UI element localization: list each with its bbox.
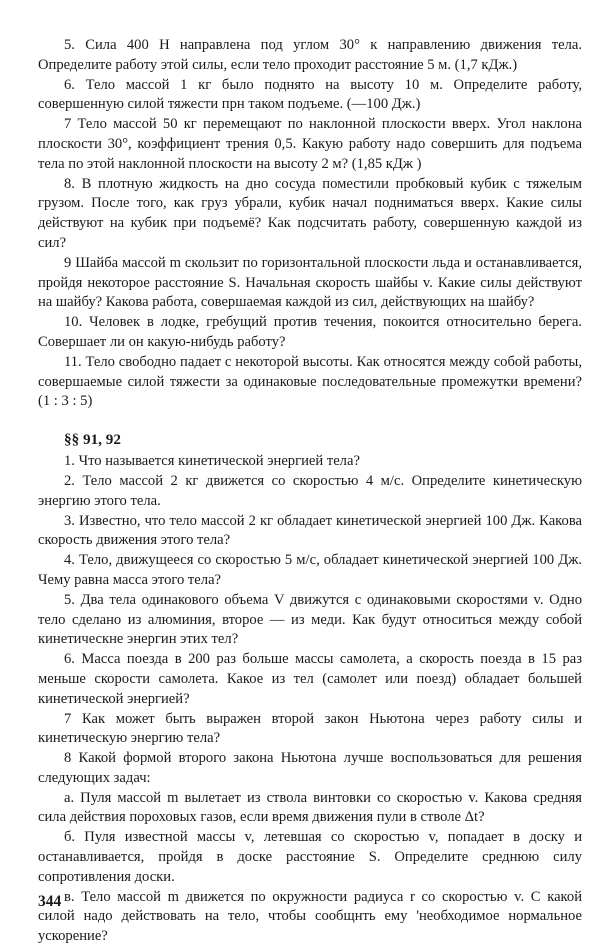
problem-paragraph: 10. Человек в лодке, гребущий против течения, покоится относительно берега. Совершает ли он какую-нибудь работу? xyxy=(38,314,582,350)
question-paragraph: 4. Тело, движущееся со скоростью 5 м/с, обладает кинетической энергией 100 Дж. Чему равна масса этого тела? xyxy=(38,552,582,588)
problems-group-kinetic-energy xyxy=(38,452,582,947)
page-number: 344 xyxy=(38,893,62,910)
question-paragraph: 8 Какой формой второго закона Ньютона лучше воспользоваться для решения следующих задач: xyxy=(38,750,582,786)
question-paragraph: 5. Два тела одинакового объема V движутся с одинаковыми скоростями v. Одно тело сделано из алюминия, второе — из меди. Как будут относиться между собой кинетическне энергин этих тел? xyxy=(38,591,582,648)
problem-paragraph: 9 Шайба массой m скользит по горизонтальной плоскости льда и останавливается, пройдя некоторое расстояние S. Начальная скорость шайбы v. Какие силы действуют на шайбу? Какова работа, совершаемая каждой из сил, действующих на шайбу? xyxy=(38,254,582,311)
problem-paragraph: 11. Тело свободно падает с некоторой высоты. Как относятся между собой работы, совершаемые силой тяжести за одинаковые последовательные промежутки времени? (1 : 3 : 5) xyxy=(38,353,582,410)
question-paragraph: 3. Известно, что тело массой 2 кг обладает кинетической энергией 100 Дж. Какова скорость движения этого тела? xyxy=(38,512,582,549)
subtask-paragraph: б. Пуля известной массы v, летевшая со скоростью v, попадает в доску и останавливается, пройдя в доске расстояние S. Определите среднюю силу сопротивления доски. xyxy=(38,829,582,885)
page-content xyxy=(38,36,582,947)
question-paragraph: 6. Масса поезда в 200 раз больше массы самолета, а скорость поезда в 15 раз меньше скорости самолета. Какое из тел (самолет или поезд) обладает большей кинетической энергией? xyxy=(38,651,582,707)
question-paragraph: 1. Что называется кинетической энергией тела? xyxy=(64,453,360,470)
problem-paragraph: 7 Тело массой 50 кг перемещают по наклонной плоскости вверх. Угол наклона плоскости 30°, коэффициент трения 0,5. Какую работу надо совершить для подъема тела по этой наклонной плоскости на высоту 2 м? (1,85 кДж ) xyxy=(38,116,582,172)
subtask-paragraph: в. Тело массой m движется по окружности радиуса r со скоростью v. С какой силой надо действовать на тело, чтобы сообщнть ему 'необходимое нормальное ускорение? xyxy=(38,888,582,945)
section-heading: §§ 91, 92 xyxy=(64,431,121,449)
question-paragraph: 7 Как может быть выражен второй закон Ньютона через работу силы и кинетическую энергию тела? xyxy=(38,710,582,747)
problem-paragraph: 8. В плотную жидкость на дно сосуда поместили пробковый кубик с тяжелым грузом. После того, как груз убрали, кубик начал подниматься вверх. Какие силы действуют на кубик при подъемё? Как подсчитать работу, совершенную каждой из сил? xyxy=(38,175,582,251)
problems-group-work xyxy=(38,36,582,412)
question-paragraph: 2. Тело массой 2 кг движется со скоростью 4 м/с. Определите кинетическую энергию этого тела. xyxy=(38,472,582,509)
problem-paragraph: 5. Сила 400 Н направлена под углом 30° к направлению движения тела. Определите работу этой силы, если тело проходит расстояние 5 м. (1,7 кДж.) xyxy=(38,37,582,73)
problem-paragraph: 6. Тело массой 1 кг было поднято на высоту 10 м. Определите работу, совершенную силой тяжести прн таком подъеме. (—100 Дж.) xyxy=(38,76,582,113)
subtask-paragraph: а. Пуля массой m вылетает из ствола винтовки со скоростью v. Какова средняя сила действия пороховых газов, если время движения пули в стволе Δt? xyxy=(38,789,582,826)
